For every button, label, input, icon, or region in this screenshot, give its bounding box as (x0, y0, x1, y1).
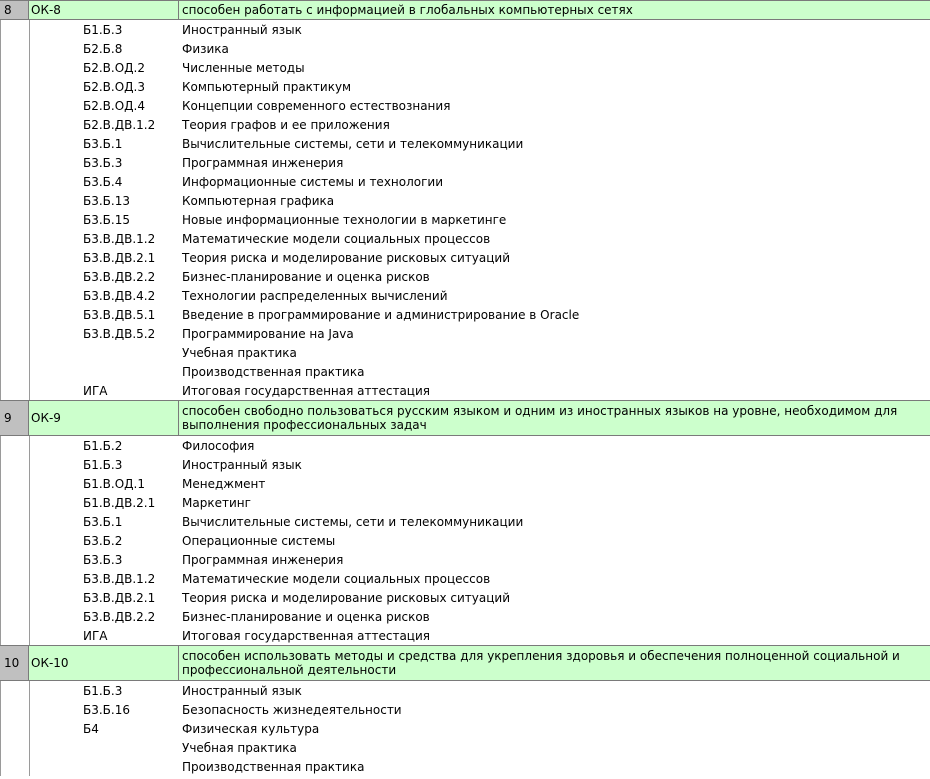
discipline-code-cell[interactable]: Б1.Б.3 (83, 22, 123, 37)
discipline-code-cell[interactable]: Б2.В.ОД.3 (83, 79, 145, 94)
grid-divider (29, 153, 30, 172)
discipline-row[interactable] (0, 493, 930, 512)
discipline-code-cell[interactable]: Б1.В.ОД.1 (83, 476, 145, 491)
grid-divider (29, 20, 30, 39)
grid-divider (0, 607, 1, 626)
discipline-name-cell[interactable]: Производственная практика (182, 759, 365, 774)
discipline-name-cell[interactable]: Итоговая государственная аттестация (182, 383, 430, 398)
discipline-name-cell[interactable]: Физика (182, 41, 229, 56)
competency-code-cell[interactable]: ОК-10 (29, 646, 179, 680)
discipline-row[interactable] (0, 286, 930, 305)
grid-divider (0, 286, 1, 305)
discipline-code-cell[interactable]: Б3.В.ДВ.2.1 (83, 590, 156, 605)
grid-divider (0, 362, 1, 381)
discipline-name-cell[interactable]: Компьютерная графика (182, 193, 335, 208)
discipline-name-cell[interactable]: Информационные системы и технологии (182, 174, 444, 189)
grid-divider (0, 455, 1, 474)
grid-divider (29, 362, 30, 381)
discipline-code-cell[interactable]: ИГА (83, 383, 108, 398)
competency-number-cell[interactable]: 10 (0, 646, 29, 680)
discipline-code-cell[interactable]: Б1.Б.3 (83, 683, 123, 698)
discipline-name-cell[interactable]: Философия (182, 438, 255, 453)
discipline-name-cell[interactable]: Компьютерный практикум (182, 79, 352, 94)
discipline-row[interactable] (0, 77, 930, 96)
discipline-name-cell[interactable]: Операционные системы (182, 533, 336, 548)
discipline-row[interactable] (0, 191, 930, 210)
discipline-name-cell[interactable]: Математические модели социальных процессов (182, 231, 491, 246)
discipline-name-cell[interactable]: Технологии распределенных вычислений (182, 288, 448, 303)
grid-divider (29, 191, 30, 210)
grid-divider (29, 512, 30, 531)
grid-divider (0, 381, 1, 400)
competency-number-cell[interactable]: 9 (0, 401, 29, 435)
discipline-name-cell[interactable]: Программирование на Java (182, 326, 354, 341)
grid-divider (29, 39, 30, 58)
discipline-code-cell[interactable]: Б3.В.ДВ.4.2 (83, 288, 156, 303)
discipline-name-cell[interactable]: Вычислительные системы, сети и телекоммуникации (182, 514, 524, 529)
discipline-name-cell[interactable]: Концепции современного естествознания (182, 98, 451, 113)
discipline-name-cell[interactable]: Учебная практика (182, 740, 297, 755)
grid-divider (29, 96, 30, 115)
discipline-name-cell[interactable]: Теория риска и моделирование рисковых ситуаций (182, 590, 510, 605)
discipline-code-cell[interactable]: Б2.Б.8 (83, 41, 123, 56)
discipline-code-cell[interactable]: Б1.Б.2 (83, 438, 123, 453)
discipline-row[interactable] (0, 305, 930, 324)
grid-divider (29, 436, 30, 455)
competency-title-cell[interactable]: способен свободно пользоваться русским языком и одним из иностранных языков на уровне, необходимом для выполнения профессиональных задач (182, 404, 898, 432)
discipline-code-cell[interactable]: Б3.В.ДВ.2.1 (83, 250, 156, 265)
discipline-name-cell[interactable]: Иностранный язык (182, 22, 302, 37)
grid-divider (0, 700, 1, 719)
grid-divider (0, 550, 1, 569)
discipline-name-cell[interactable]: Численные методы (182, 60, 305, 75)
grid-divider (29, 531, 30, 550)
discipline-name-cell[interactable]: Производственная практика (182, 364, 365, 379)
grid-divider (29, 607, 30, 626)
grid-divider (0, 134, 1, 153)
discipline-name-cell[interactable]: Программная инженерия (182, 155, 344, 170)
discipline-row[interactable] (0, 362, 930, 381)
discipline-row[interactable] (0, 757, 930, 776)
discipline-code-cell[interactable]: Б1.В.ДВ.2.1 (83, 495, 156, 510)
discipline-row[interactable] (0, 96, 930, 115)
discipline-row[interactable] (0, 474, 930, 493)
grid-divider (29, 719, 30, 738)
grid-divider (29, 681, 30, 700)
discipline-code-cell[interactable]: ИГА (83, 628, 108, 643)
grid-divider (29, 569, 30, 588)
discipline-row[interactable] (0, 115, 930, 134)
competency-code-cell[interactable]: ОК-9 (29, 401, 179, 435)
competency-header-row[interactable] (0, 400, 930, 436)
discipline-row[interactable] (0, 455, 930, 474)
grid-divider (0, 96, 1, 115)
discipline-name-cell[interactable]: Введение в программирование и администрирование в Oracle (182, 307, 580, 322)
grid-divider (0, 569, 1, 588)
grid-divider (29, 267, 30, 286)
discipline-code-cell[interactable]: Б4 (83, 721, 99, 736)
grid-divider (0, 626, 1, 645)
grid-divider (0, 512, 1, 531)
grid-divider (29, 493, 30, 512)
grid-divider (0, 324, 1, 343)
grid-divider (29, 455, 30, 474)
grid-divider (29, 248, 30, 267)
discipline-row[interactable] (0, 20, 930, 39)
discipline-name-cell[interactable]: Бизнес-планирование и оценка рисков (182, 609, 430, 624)
grid-divider (29, 550, 30, 569)
discipline-name-cell[interactable]: Математические модели социальных процессов (182, 571, 491, 586)
discipline-code-cell[interactable]: Б2.В.ОД.2 (83, 60, 145, 75)
discipline-code-cell[interactable]: Б3.Б.2 (83, 533, 123, 548)
discipline-row[interactable] (0, 58, 930, 77)
discipline-row[interactable] (0, 626, 930, 645)
discipline-name-cell[interactable]: Менеджмент (182, 476, 266, 491)
competency-title-cell[interactable]: способен работать с информацией в глобальных компьютерных сетях (182, 3, 633, 17)
discipline-row[interactable] (0, 248, 930, 267)
grid-divider (29, 305, 30, 324)
grid-divider (0, 474, 1, 493)
discipline-row[interactable] (0, 512, 930, 531)
discipline-code-cell[interactable]: Б3.Б.16 (83, 702, 130, 717)
discipline-code-cell[interactable] (83, 343, 179, 362)
discipline-row[interactable] (0, 172, 930, 191)
discipline-name-cell[interactable]: Новые информационные технологии в маркетинге (182, 212, 507, 227)
grid-divider (29, 286, 30, 305)
discipline-row[interactable] (0, 153, 930, 172)
discipline-name-cell[interactable]: Учебная практика (182, 345, 297, 360)
competency-number-cell[interactable]: 8 (0, 1, 29, 19)
discipline-code-cell[interactable]: Б3.В.ДВ.2.2 (83, 609, 156, 624)
discipline-row[interactable] (0, 569, 930, 588)
discipline-code-cell[interactable]: Б3.Б.15 (83, 212, 130, 227)
grid-divider (0, 20, 1, 39)
discipline-code-cell[interactable]: Б3.В.ДВ.1.2 (83, 571, 156, 586)
discipline-name-cell[interactable]: Теория риска и моделирование рисковых ситуаций (182, 250, 510, 265)
grid-divider (0, 39, 1, 58)
discipline-row[interactable] (0, 229, 930, 248)
discipline-name-cell[interactable]: Теория графов и ее приложения (182, 117, 390, 132)
grid-divider (29, 134, 30, 153)
discipline-code-cell[interactable] (83, 757, 179, 776)
grid-divider (0, 493, 1, 512)
grid-divider (0, 229, 1, 248)
discipline-code-cell[interactable]: Б1.Б.3 (83, 457, 123, 472)
discipline-name-cell[interactable]: Безопасность жизнедеятельности (182, 702, 402, 717)
grid-divider (29, 343, 30, 362)
discipline-row[interactable] (0, 381, 930, 400)
grid-divider (0, 305, 1, 324)
grid-divider (0, 248, 1, 267)
grid-divider (29, 626, 30, 645)
discipline-code-cell[interactable]: Б3.Б.3 (83, 155, 123, 170)
discipline-row[interactable] (0, 550, 930, 569)
grid-divider (29, 77, 30, 96)
discipline-code-cell[interactable]: Б3.Б.1 (83, 136, 123, 151)
discipline-code-cell[interactable]: Б3.В.ДВ.5.1 (83, 307, 156, 322)
discipline-code-cell[interactable]: Б3.Б.3 (83, 552, 123, 567)
grid-divider (0, 58, 1, 77)
grid-divider (0, 738, 1, 757)
discipline-row[interactable] (0, 324, 930, 343)
discipline-code-cell[interactable] (83, 738, 179, 757)
discipline-code-cell[interactable]: Б3.В.ДВ.1.2 (83, 231, 156, 246)
grid-divider (0, 191, 1, 210)
discipline-code-cell[interactable] (83, 362, 179, 381)
discipline-code-cell[interactable]: Б2.В.ОД.4 (83, 98, 145, 113)
discipline-row[interactable] (0, 719, 930, 738)
discipline-name-cell[interactable]: Иностранный язык (182, 457, 302, 472)
discipline-name-cell[interactable]: Бизнес-планирование и оценка рисков (182, 269, 430, 284)
discipline-code-cell[interactable]: Б3.Б.13 (83, 193, 130, 208)
discipline-code-cell[interactable]: Б3.Б.4 (83, 174, 123, 189)
discipline-code-cell[interactable]: Б2.В.ДВ.1.2 (83, 117, 156, 132)
grid-divider (29, 210, 30, 229)
discipline-name-cell[interactable]: Маркетинг (182, 495, 251, 510)
grid-divider (29, 588, 30, 607)
grid-divider (0, 343, 1, 362)
grid-divider (29, 172, 30, 191)
grid-divider (0, 267, 1, 286)
grid-divider (0, 681, 1, 700)
grid-divider (29, 229, 30, 248)
discipline-row[interactable] (0, 343, 930, 362)
grid-divider (0, 588, 1, 607)
grid-divider (29, 700, 30, 719)
grid-divider (29, 381, 30, 400)
discipline-row[interactable] (0, 700, 930, 719)
grid-divider (29, 115, 30, 134)
grid-divider (0, 757, 1, 776)
grid-divider (0, 115, 1, 134)
discipline-row[interactable] (0, 134, 930, 153)
discipline-code-cell[interactable]: Б3.В.ДВ.2.2 (83, 269, 156, 284)
competency-code-cell[interactable]: ОК-8 (29, 1, 179, 19)
discipline-name-cell[interactable]: Итоговая государственная аттестация (182, 628, 430, 643)
grid-divider (29, 757, 30, 776)
discipline-name-cell[interactable]: Вычислительные системы, сети и телекоммуникации (182, 136, 524, 151)
grid-divider (0, 531, 1, 550)
discipline-row[interactable] (0, 39, 930, 58)
discipline-name-cell[interactable]: Программная инженерия (182, 552, 344, 567)
competency-title-cell[interactable]: способен использовать методы и средства для укрепления здоровья и обеспечения полноценной социальной и профессиональной деятельности (182, 649, 900, 677)
discipline-row[interactable] (0, 210, 930, 229)
discipline-row[interactable] (0, 607, 930, 626)
discipline-row[interactable] (0, 267, 930, 286)
discipline-code-cell[interactable]: Б3.Б.1 (83, 514, 123, 529)
grid-divider (0, 153, 1, 172)
discipline-row[interactable] (0, 681, 930, 700)
grid-divider (0, 436, 1, 455)
grid-divider (0, 719, 1, 738)
competency-header-row[interactable] (0, 645, 930, 681)
grid-divider (29, 474, 30, 493)
grid-divider (0, 172, 1, 191)
competency-header-row[interactable] (0, 0, 930, 20)
discipline-row[interactable] (0, 588, 930, 607)
discipline-name-cell[interactable]: Иностранный язык (182, 683, 302, 698)
discipline-row[interactable] (0, 531, 930, 550)
grid-divider (29, 58, 30, 77)
discipline-name-cell[interactable]: Физическая культура (182, 721, 320, 736)
discipline-code-cell[interactable]: Б3.В.ДВ.5.2 (83, 326, 156, 341)
discipline-row[interactable] (0, 436, 930, 455)
grid-divider (29, 324, 30, 343)
grid-divider (0, 77, 1, 96)
grid-divider (0, 210, 1, 229)
grid-divider (29, 738, 30, 757)
discipline-row[interactable] (0, 738, 930, 757)
